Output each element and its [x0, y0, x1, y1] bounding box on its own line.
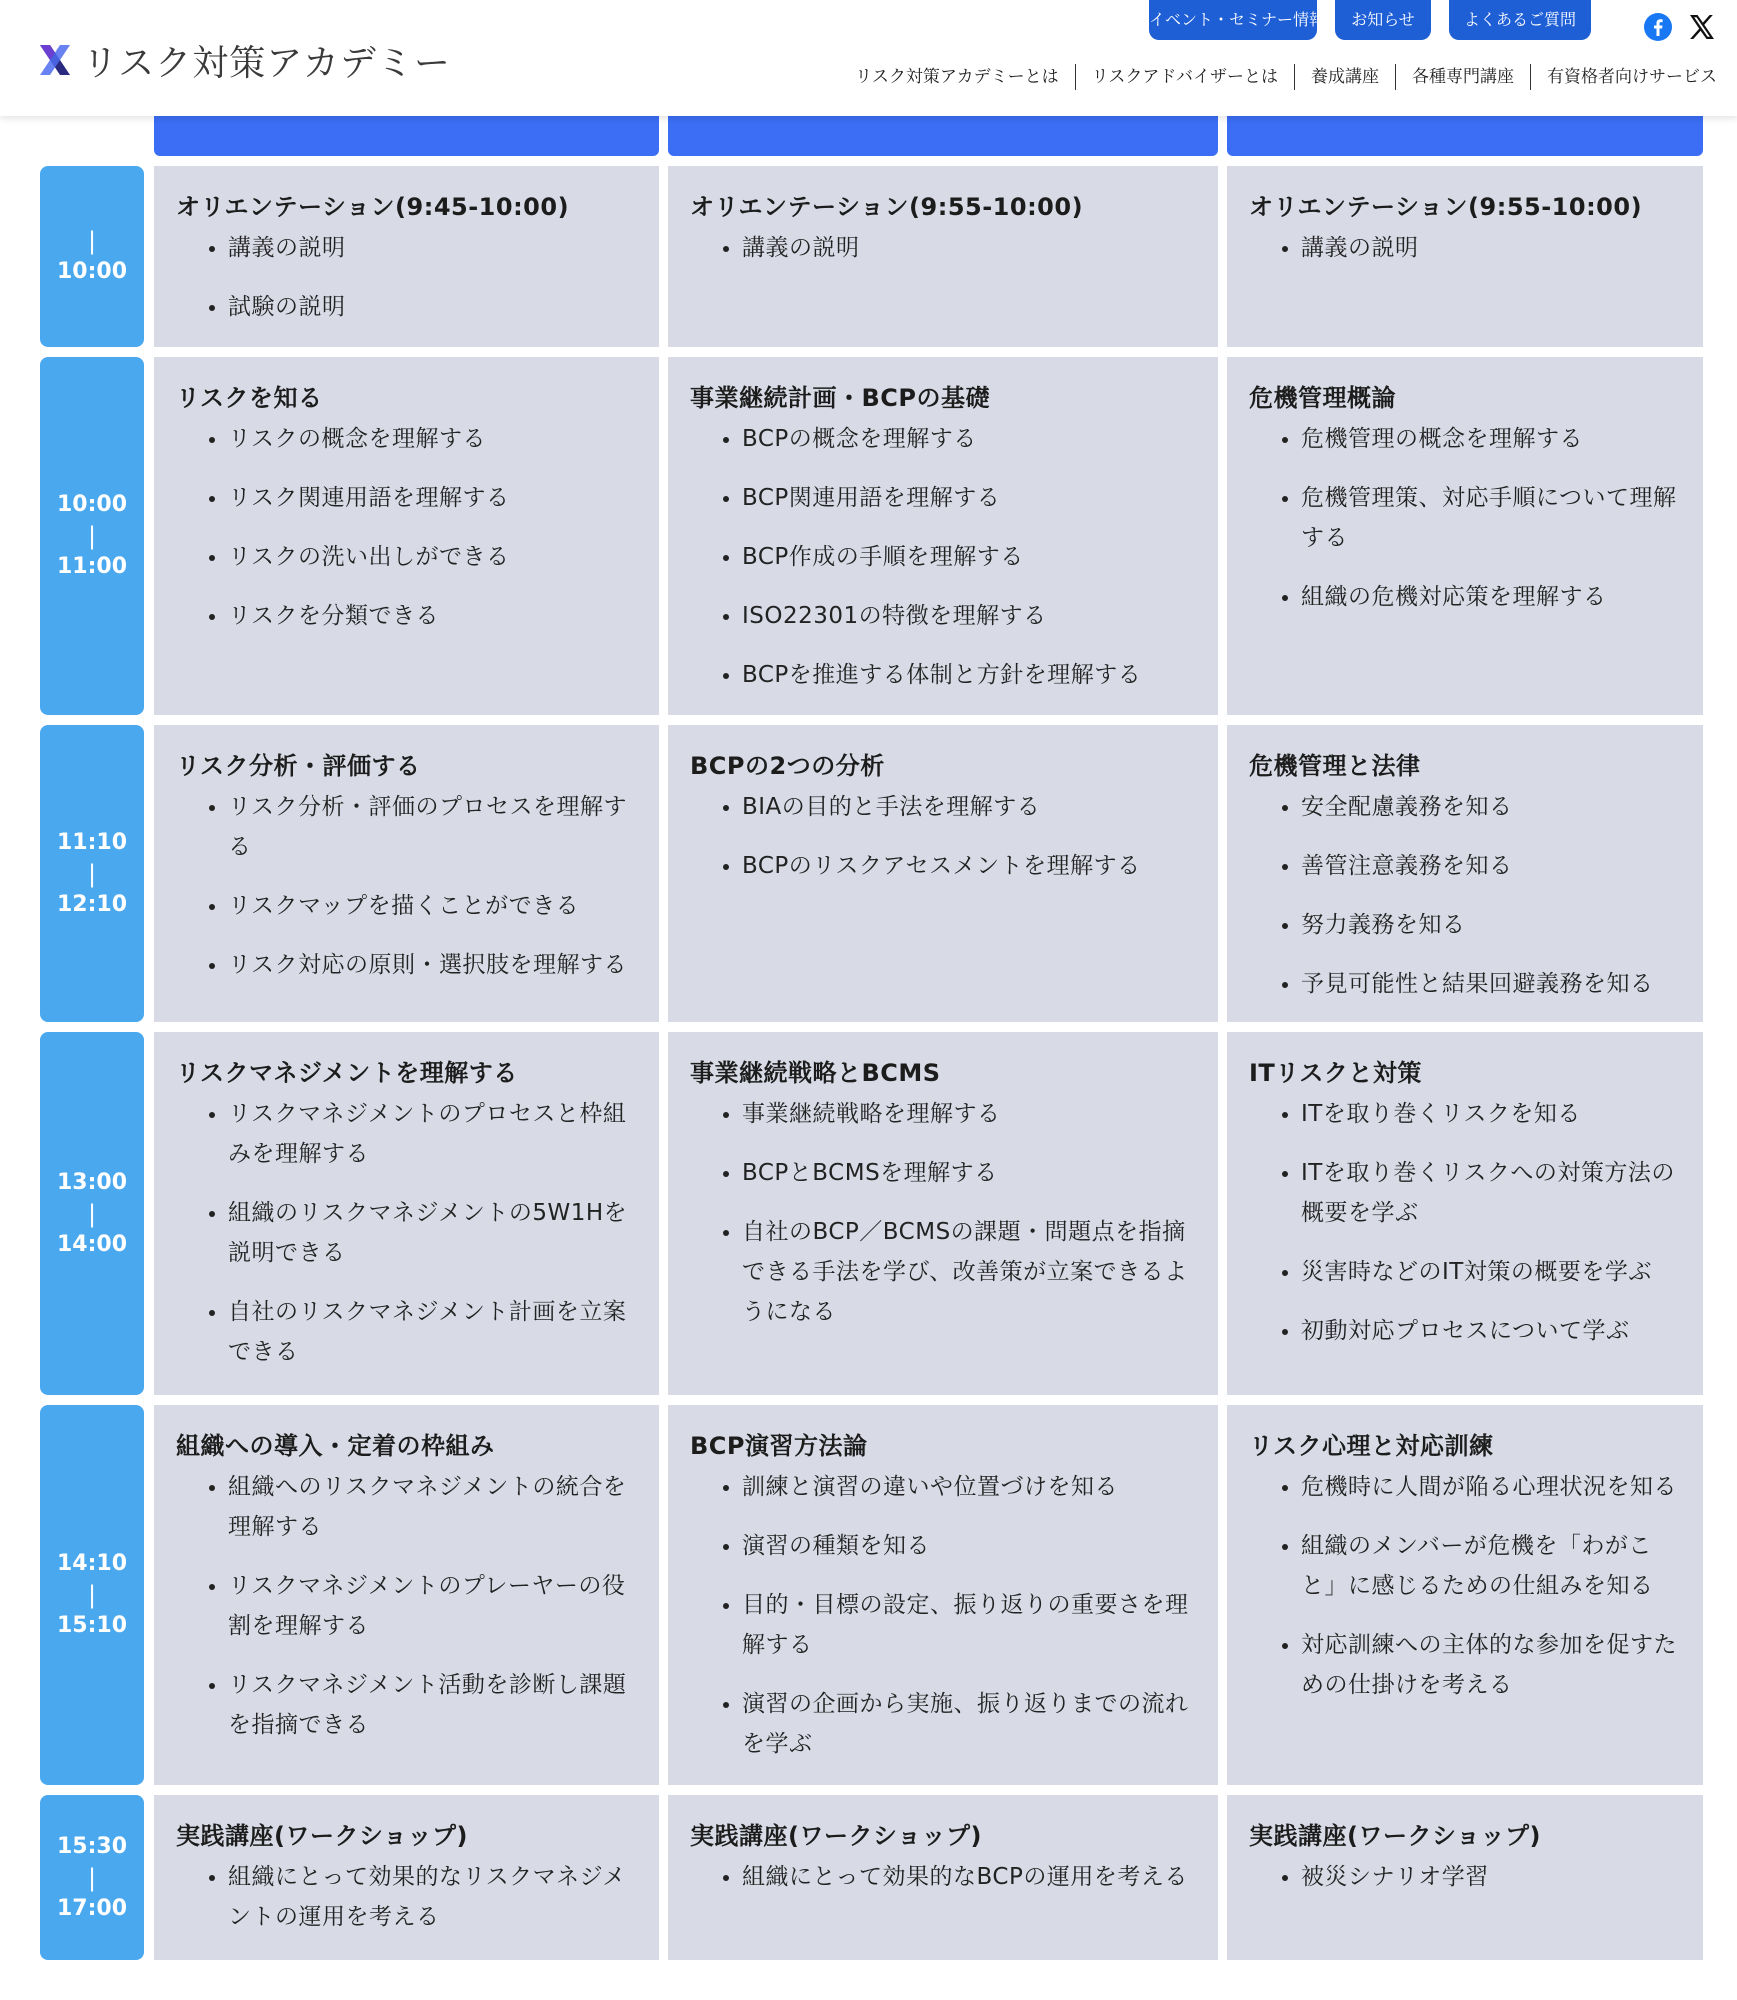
list-item: • リスクを分類できる: [228, 596, 637, 636]
list-item: • 演習の企画から実施、振り返りまでの流れを学ぶ: [742, 1684, 1196, 1764]
session-title: 危機管理と法律: [1249, 752, 1421, 780]
session-title: ITリスクと対策: [1249, 1059, 1422, 1087]
session-cell: [668, 166, 1218, 347]
list-item: • ITを取り巻くリスクを知る: [1301, 1094, 1681, 1134]
time-start: 11:10: [56, 829, 128, 855]
list-item: • 危機時に人間が陥る心理状況を知る: [1301, 1467, 1681, 1507]
column-header-1: [154, 112, 659, 156]
list-item: • 危機管理の概念を理解する: [1301, 419, 1681, 459]
session-cell: [154, 166, 659, 347]
logo-mark-icon: [38, 43, 72, 77]
list-item: • リスクマネジメントのプレーヤーの役割を理解する: [228, 1566, 637, 1646]
list-item: • 被災シナリオ学習: [1301, 1857, 1681, 1897]
session-title: オリエンテーション(9:45-10:00): [176, 193, 570, 221]
list-item: • ITを取り巻くリスクへの対策方法の概要を学ぶ: [1301, 1153, 1681, 1233]
list-item: • 演習の種類を知る: [742, 1526, 1196, 1566]
session-title: 実践講座(ワークショップ): [176, 1822, 468, 1850]
list-item: • リスクマネジメント活動を診断し課題を指摘できる: [228, 1665, 637, 1745]
list-item: • 組織の危機対応策を理解する: [1301, 577, 1681, 617]
time-separator: |: [87, 1863, 97, 1892]
nav-about-academy[interactable]: リスク対策アカデミーとは: [855, 67, 1059, 87]
session-cell: [154, 1032, 659, 1395]
time-separator: |: [87, 859, 97, 888]
session-title: オリエンテーション(9:55-10:00): [690, 193, 1084, 221]
session-cell: [668, 1795, 1218, 1960]
time-slot-4: [40, 1032, 144, 1395]
session-cell: [1227, 1032, 1703, 1395]
session-title: 組織への導入・定着の枠組み: [176, 1432, 495, 1460]
facebook-icon[interactable]: [1643, 12, 1673, 42]
nav-training-course[interactable]: 養成講座: [1294, 64, 1395, 90]
list-item: • リスク分析・評価のプロセスを理解する: [228, 787, 637, 867]
list-item: • 安全配慮義務を知る: [1301, 787, 1681, 827]
list-item: • BCP関連用語を理解する: [742, 478, 1196, 518]
time-slot-2: [40, 357, 144, 715]
time-separator: |: [87, 522, 97, 550]
top-button-group: [1149, 0, 1591, 40]
list-item: • BCPの概念を理解する: [742, 419, 1196, 459]
social-links: [1643, 12, 1717, 42]
list-item: • BCPを推進する体制と方針を理解する: [742, 655, 1196, 695]
time-slot-1: [40, 166, 144, 347]
faq-button[interactable]: よくあるご質問: [1449, 0, 1591, 40]
time-slot-3: [40, 725, 144, 1022]
main-nav: [839, 64, 1733, 90]
session-cell: [668, 1032, 1218, 1395]
site-header: [0, 0, 1737, 116]
time-start: 10:00: [56, 492, 128, 517]
list-item: • 組織のリスクマネジメントの5W1Hを説明できる: [228, 1193, 637, 1273]
time-end: 11:00: [56, 554, 128, 579]
session-title: リスクマネジメントを理解する: [176, 1059, 518, 1087]
session-cell: [1227, 357, 1703, 715]
list-item: • 危機管理策、対応手順について理解する: [1301, 478, 1681, 558]
session-title: 事業継続計画・BCPの基礎: [690, 384, 990, 412]
list-item: • BCP作成の手順を理解する: [742, 537, 1196, 577]
session-cell: [1227, 166, 1703, 347]
column-header-2: [668, 112, 1218, 156]
list-item: • 組織へのリスクマネジメントの統合を理解する: [228, 1467, 637, 1547]
session-title: 実践講座(ワークショップ): [690, 1822, 982, 1850]
list-item: • 予見可能性と結果回避義務を知る: [1301, 964, 1681, 1004]
time-end: 14:00: [56, 1231, 128, 1257]
list-item: • BCPとBCMSを理解する: [742, 1153, 1196, 1193]
list-item: • 自社のBCP／BCMSの課題・問題点を指摘できる手法を学び、改善策が立案できるようになる: [742, 1212, 1196, 1332]
session-cell: [1227, 725, 1703, 1022]
list-item: • リスク関連用語を理解する: [228, 478, 637, 518]
time-separator: |: [87, 1199, 97, 1228]
events-seminars-button[interactable]: イベント・セミナー情報: [1149, 0, 1317, 40]
list-item: • 試験の説明: [228, 287, 637, 327]
x-twitter-icon[interactable]: [1687, 12, 1717, 42]
time-separator: |: [87, 226, 97, 255]
list-item: • 組織のメンバーが危機を「わがこと」に感じるための仕組みを知る: [1301, 1526, 1681, 1606]
list-item: • 対応訓練への主体的な参加を促すための仕掛けを考える: [1301, 1625, 1681, 1705]
list-item: • 訓練と演習の違いや位置づけを知る: [742, 1467, 1196, 1507]
session-cell: [668, 357, 1218, 715]
session-cell: [154, 1795, 659, 1960]
session-title: 実践講座(ワークショップ): [1249, 1822, 1541, 1850]
news-button[interactable]: お知らせ: [1335, 0, 1431, 40]
time-start: 15:30: [56, 1833, 128, 1859]
session-cell: [1227, 1795, 1703, 1960]
session-title: リスクを知る: [176, 384, 323, 412]
list-item: • BCPのリスクアセスメントを理解する: [742, 846, 1196, 886]
session-title: BCP演習方法論: [690, 1432, 868, 1460]
time-end: 10:00: [56, 258, 128, 284]
session-cell: [154, 357, 659, 715]
list-item: • リスクマップを描くことができる: [228, 886, 637, 926]
site-logo[interactable]: [38, 38, 451, 82]
list-item: • リスク対応の原則・選択肢を理解する: [228, 945, 637, 985]
time-separator: |: [87, 1581, 97, 1609]
list-item: • 災害時などのIT対策の概要を学ぶ: [1301, 1252, 1681, 1292]
time-slot-5: [40, 1405, 144, 1785]
list-item: • リスクの概念を理解する: [228, 419, 637, 459]
session-title: リスク心理と対応訓練: [1249, 1432, 1494, 1460]
time-end: 15:10: [56, 1613, 128, 1638]
session-cell: [668, 1405, 1218, 1785]
list-item: • 目的・目標の設定、振り返りの重要さを理解する: [742, 1585, 1196, 1665]
session-title: オリエンテーション(9:55-10:00): [1249, 193, 1643, 221]
list-item: • 初動対応プロセスについて学ぶ: [1301, 1311, 1681, 1351]
session-cell: [668, 725, 1218, 1022]
list-item: • 事業継続戦略を理解する: [742, 1094, 1196, 1134]
logo-text: リスク対策アカデミー: [82, 42, 451, 84]
list-item: • 講義の説明: [1301, 228, 1681, 268]
list-item: • BIAの目的と手法を理解する: [742, 787, 1196, 827]
session-cell: [1227, 1405, 1703, 1785]
time-end: 12:10: [56, 891, 128, 917]
list-item: • 講義の説明: [742, 228, 1196, 268]
nav-about-advisor[interactable]: リスクアドバイザーとは: [1075, 64, 1294, 90]
list-item: • 善管注意義務を知る: [1301, 846, 1681, 886]
list-item: • 講義の説明: [228, 228, 637, 268]
session-cell: [154, 725, 659, 1022]
list-item: • 組織にとって効果的なBCPの運用を考える: [742, 1857, 1196, 1897]
nav-specialized-courses[interactable]: 各種専門講座: [1395, 64, 1530, 90]
session-title: 危機管理概論: [1249, 384, 1396, 412]
list-item: • リスクの洗い出しができる: [228, 537, 637, 577]
time-slot-6: [40, 1795, 144, 1960]
list-item: • 努力義務を知る: [1301, 905, 1681, 945]
nav-qualified-services[interactable]: 有資格者向けサービス: [1530, 64, 1733, 90]
session-title: 事業継続戦略とBCMS: [690, 1059, 941, 1087]
time-start: 14:10: [56, 1551, 128, 1576]
session-title: BCPの2つの分析: [690, 752, 885, 780]
list-item: • 自社のリスクマネジメント計画を立案できる: [228, 1292, 637, 1372]
list-item: • ISO22301の特徴を理解する: [742, 596, 1196, 636]
column-header-3: [1227, 112, 1703, 156]
time-end: 17:00: [56, 1895, 128, 1921]
session-title: リスク分析・評価する: [176, 752, 421, 780]
list-item: • 組織にとって効果的なリスクマネジメントの運用を考える: [228, 1857, 637, 1937]
list-item: • リスクマネジメントのプロセスと枠組みを理解する: [228, 1094, 637, 1174]
session-cell: [154, 1405, 659, 1785]
time-start: 13:00: [56, 1169, 128, 1195]
